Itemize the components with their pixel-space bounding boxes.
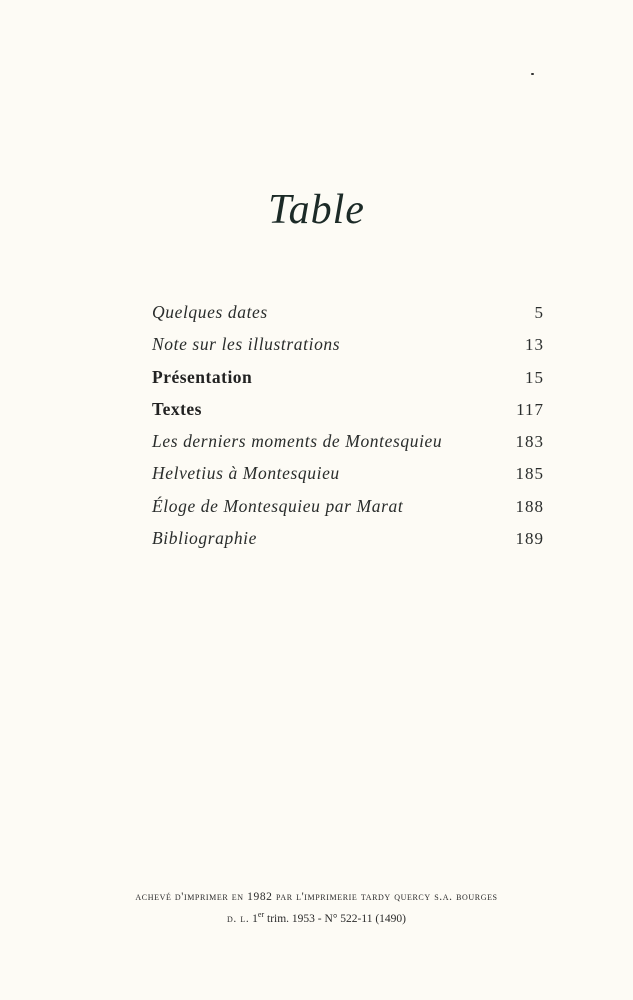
toc-entry-label: Helvetius à Montesquieu bbox=[152, 463, 340, 484]
toc-entry[interactable] bbox=[152, 334, 544, 366]
toc-entry-page: 185 bbox=[515, 464, 544, 484]
toc-entry[interactable] bbox=[152, 367, 544, 399]
toc-entry[interactable] bbox=[152, 496, 544, 528]
imprint-depot-legal: d. l. bbox=[227, 912, 250, 925]
toc-entry-page: 188 bbox=[515, 496, 544, 516]
toc-entry-label: Bibliographie bbox=[152, 528, 258, 549]
imprint-ordinal: 1 bbox=[252, 912, 258, 925]
toc-entry-page: 189 bbox=[515, 529, 544, 549]
toc-entry[interactable] bbox=[152, 463, 544, 495]
toc-entry-label: Les derniers moments de Montesquieu bbox=[152, 431, 443, 452]
toc-entry-page: 183 bbox=[515, 432, 544, 452]
imprint-ordinal-suffix: er bbox=[257, 910, 265, 919]
table-of-contents bbox=[152, 302, 544, 560]
toc-entry[interactable] bbox=[152, 431, 544, 463]
toc-entry-label: Éloge de Montesquieu par Marat bbox=[152, 495, 404, 516]
toc-entry-label: Présentation bbox=[152, 366, 253, 387]
print-speck bbox=[531, 73, 534, 75]
toc-entry-page: 13 bbox=[525, 335, 544, 355]
toc-entry[interactable] bbox=[152, 528, 544, 560]
imprint-registration: trim. 1953 - N° 522-11 (1490) bbox=[267, 912, 406, 925]
page-title: Table bbox=[268, 187, 365, 233]
toc-entry[interactable] bbox=[152, 399, 544, 431]
imprint-line-2 bbox=[0, 906, 633, 928]
toc-entry-label: Textes bbox=[152, 398, 202, 419]
toc-entry-label: Note sur les illustrations bbox=[152, 334, 341, 355]
toc-entry-page: 5 bbox=[534, 303, 544, 322]
toc-entry-label: Quelques dates bbox=[152, 302, 268, 322]
toc-entry[interactable] bbox=[152, 302, 544, 334]
imprint-line-1: achevé d'imprimer en 1982 par l'imprimerie tardy quercy s.a. bourges bbox=[135, 891, 498, 903]
printer-imprint bbox=[0, 889, 633, 928]
toc-entry-page: 15 bbox=[525, 367, 544, 387]
toc-entry-page: 117 bbox=[516, 399, 544, 419]
